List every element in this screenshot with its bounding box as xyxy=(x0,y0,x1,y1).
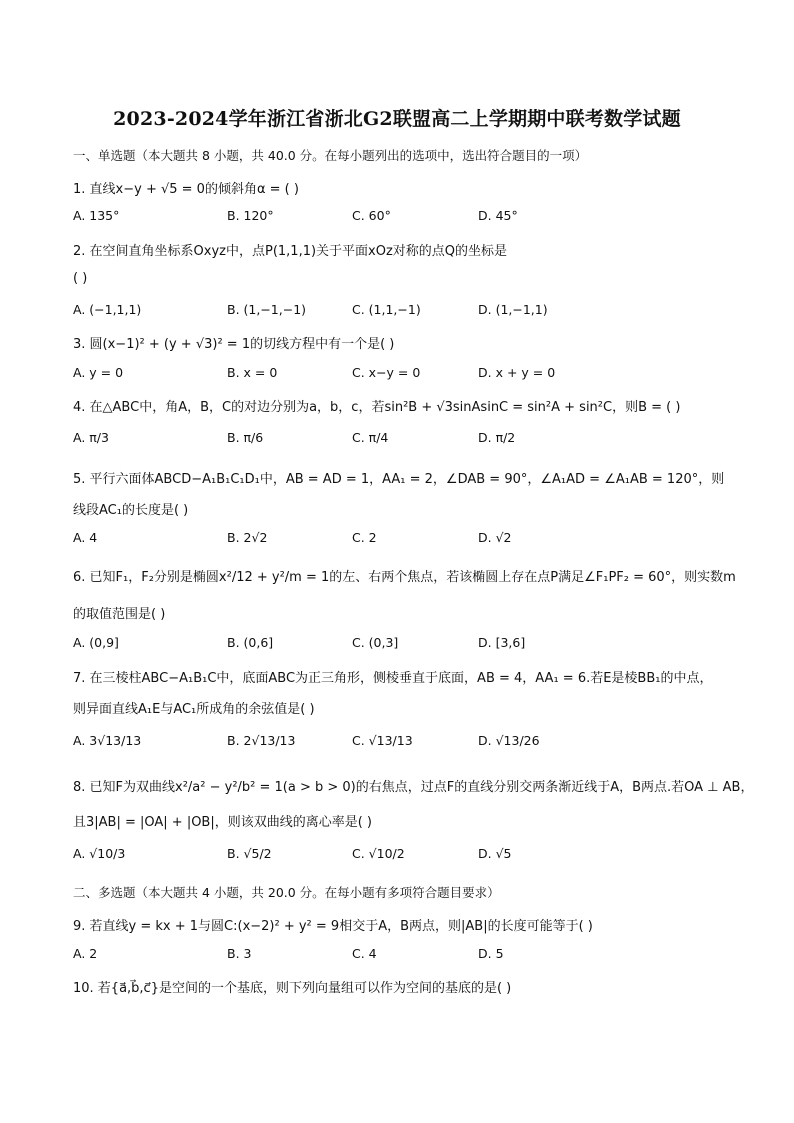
question-5-option-c: C. 2 xyxy=(352,530,377,545)
question-3-option-a: A. y = 0 xyxy=(73,365,124,380)
question-1-option-c: C. 60° xyxy=(352,208,391,223)
question-6-option-d: D. [3,6] xyxy=(478,635,526,650)
question-5-option-a: A. 4 xyxy=(73,530,98,545)
question-2-option-d: D. (1,−1,1) xyxy=(478,302,548,317)
question-6-option-c: C. (0,3] xyxy=(352,635,399,650)
question-1-option-d: D. 45° xyxy=(478,208,518,223)
question-5-option-b: B. 2√2 xyxy=(227,530,268,545)
question-6-option-a: A. (0,9] xyxy=(73,635,119,650)
section-heading-multiple-choice: 二、多选题（本大题共 4 小题，共 20.0 分。在每小题有多项符合题目要求） xyxy=(73,885,500,900)
question-4-stem: 4. 在△ABC中，角A，B，C的对边分别为a，b，c，若sin²B + √3sinAsinC = sin²A + sin²C，则B = ( ) xyxy=(73,400,681,415)
question-7-stem: 7. 在三棱柱ABC−A₁B₁C中，底面ABC为正三角形，侧棱垂直于底面，AB = 4，AA₁ = 6.若E是棱BB₁的中点， xyxy=(73,671,713,686)
question-6-stem-cont: 的取值范围是( ) xyxy=(73,607,166,622)
question-3-option-d: D. x + y = 0 xyxy=(478,365,556,380)
question-4-option-d: D. π/2 xyxy=(478,430,516,445)
question-9-option-c: C. 4 xyxy=(352,946,377,961)
question-8-option-c: C. √10/2 xyxy=(352,846,405,861)
page-title: 2023-2024学年浙江省浙北G2联盟高二上学期期中联考数学试题 xyxy=(113,108,681,130)
question-4-option-b: B. π/6 xyxy=(227,430,264,445)
question-3-stem: 3. 圆(x−1)² + (y + √3)² = 1的切线方程中有一个是( ) xyxy=(73,337,395,352)
question-7-option-a: A. 3√13/13 xyxy=(73,733,142,748)
question-6-stem: 6. 已知F₁，F₂分别是椭圆x²/12 + y²/m = 1的左、右两个焦点，若该椭圆上存在点P满足∠F₁PF₂ = 60°，则实数m xyxy=(73,570,736,585)
question-7-stem-cont: 则异面直线A₁E与AC₁所成角的余弦值是( ) xyxy=(73,702,315,717)
question-7-option-b: B. 2√13/13 xyxy=(227,733,296,748)
question-7-option-c: C. √13/13 xyxy=(352,733,413,748)
question-8-stem: 8. 已知F为双曲线x²/a² − y²/b² = 1(a > b > 0)的右焦点，过点F的直线分别交两条渐近线于A，B两点.若OA ⊥ AB， xyxy=(73,780,754,795)
question-8-option-d: D. √5 xyxy=(478,846,512,861)
question-6-option-b: B. (0,6] xyxy=(227,635,274,650)
section-heading-single-choice: 一、单选题（本大题共 8 小题，共 40.0 分。在每小题列出的选项中，选出符合题目的一项） xyxy=(73,148,588,163)
question-3-option-c: C. x−y = 0 xyxy=(352,365,421,380)
question-8-option-a: A. √10/3 xyxy=(73,846,126,861)
question-5-stem-cont: 线段AC₁的长度是( ) xyxy=(73,503,189,518)
question-1-stem: 1. 直线x−y + √5 = 0的倾斜角α = ( ) xyxy=(73,182,299,197)
question-7-option-d: D. √13/26 xyxy=(478,733,540,748)
question-9-option-a: A. 2 xyxy=(73,946,98,961)
question-9-option-d: D. 5 xyxy=(478,946,504,961)
question-9-option-b: B. 3 xyxy=(227,946,252,961)
question-1-option-b: B. 120° xyxy=(227,208,274,223)
question-2-stem: 2. 在空间直角坐标系Oxyz中，点P(1,1,1)关于平面xOz对称的点Q的坐标是 xyxy=(73,244,508,259)
question-10-stem: 10. 若{a⃗,b⃗,c⃗}是空间的一个基底，则下列向量组可以作为空间的基底的是( ) xyxy=(73,981,512,996)
question-3-option-b: B. x = 0 xyxy=(227,365,278,380)
question-4-option-c: C. π/4 xyxy=(352,430,389,445)
question-1-option-a: A. 135° xyxy=(73,208,120,223)
question-5-stem: 5. 平行六面体ABCD−A₁B₁C₁D₁中，AB = AD = 1，AA₁ = 2，∠DAB = 90°，∠A₁AD = ∠A₁AB = 120°，则 xyxy=(73,472,725,487)
question-2-option-a: A. (−1,1,1) xyxy=(73,302,142,317)
question-4-option-a: A. π/3 xyxy=(73,430,109,445)
question-2-stem-cont: ( ) xyxy=(73,271,88,286)
question-9-stem: 9. 若直线y = kx + 1与圆C:(x−2)² + y² = 9相交于A，B两点，则|AB|的长度可能等于( ) xyxy=(73,919,593,934)
question-2-option-c: C. (1,1,−1) xyxy=(352,302,421,317)
question-5-option-d: D. √2 xyxy=(478,530,512,545)
question-2-option-b: B. (1,−1,−1) xyxy=(227,302,307,317)
question-8-option-b: B. √5/2 xyxy=(227,846,272,861)
question-8-stem-cont: 且3|AB| = |OA| + |OB|，则该双曲线的离心率是( ) xyxy=(73,815,373,830)
